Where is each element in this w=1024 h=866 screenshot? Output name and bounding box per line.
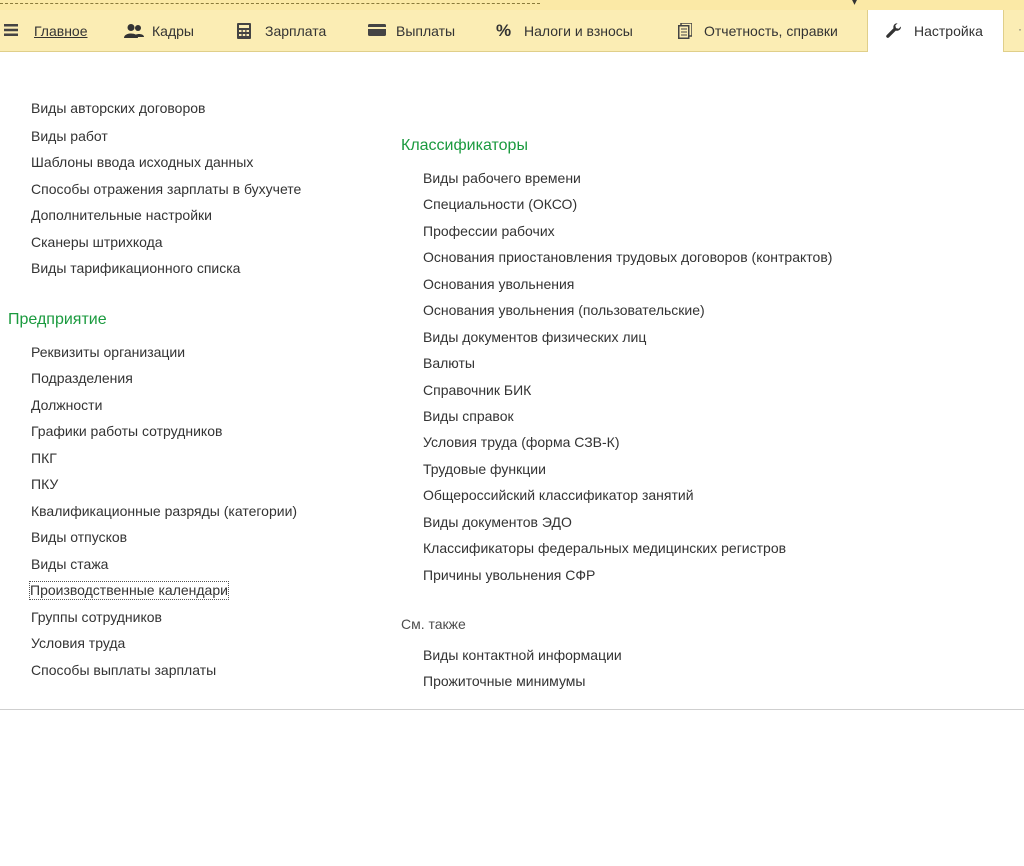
link-pkg[interactable]: ПКГ: [31, 450, 57, 466]
section-title-enterprise: Предприятие: [8, 311, 107, 328]
link-bik-directory[interactable]: Справочник БИК: [423, 382, 532, 398]
menu-icon: [4, 23, 18, 39]
link-pku[interactable]: ПКУ: [31, 476, 59, 492]
link-qualification-grades[interactable]: Квалификационные разряды (категории): [31, 503, 298, 519]
nav-item-payments[interactable]: [368, 10, 455, 51]
section-navbar: [0, 10, 1024, 52]
link-specialties-okso[interactable]: Специальности (ОКСО): [423, 196, 578, 212]
nav-item-label: Отчетность, справки: [704, 22, 838, 39]
link-vacation-types[interactable]: Виды отпусков: [31, 529, 128, 545]
wallet-icon: [368, 23, 386, 39]
nav-item-label: Кадры: [152, 22, 194, 39]
percent-icon: %: [496, 20, 512, 40]
link-departments[interactable]: Подразделения: [31, 370, 133, 386]
nav-item-label: Настройка: [914, 23, 983, 39]
link-tariff-list-types[interactable]: Виды тарификационного списка: [31, 260, 241, 276]
nav-item-settings[interactable]: [867, 10, 1004, 52]
link-contact-info-types[interactable]: Виды контактной информации: [423, 647, 622, 663]
link-input-templates[interactable]: Шаблоны ввода исходных данных: [31, 154, 254, 170]
link-positions[interactable]: Должности: [31, 397, 103, 413]
link-working-conditions[interactable]: Условия труда: [31, 635, 126, 651]
wrench-icon: [886, 23, 904, 39]
documents-icon: [678, 23, 694, 39]
link-certificate-types[interactable]: Виды справок: [423, 408, 514, 424]
link-production-calendars[interactable]: Производственные календари: [30, 582, 228, 598]
nav-more-icon[interactable]: ·: [1018, 22, 1022, 36]
link-labor-functions[interactable]: Трудовые функции: [423, 461, 546, 477]
content-bottom-divider: [0, 709, 1024, 710]
chevron-down-icon[interactable]: ▾: [852, 0, 858, 8]
link-additional-settings[interactable]: Дополнительные настройки: [31, 207, 212, 223]
nav-item-staff[interactable]: [124, 10, 194, 51]
link-person-document-types[interactable]: Виды документов физических лиц: [423, 329, 647, 345]
settings-content: [0, 52, 1024, 709]
top-tab-strip: [0, 0, 1024, 10]
link-seniority-types[interactable]: Виды стажа: [31, 556, 109, 572]
link-subsistence-minimums[interactable]: Прожиточные минимумы: [423, 673, 586, 689]
nav-item-main[interactable]: [4, 10, 88, 51]
link-medical-registers[interactable]: Классификаторы федеральных медицинских регистров: [423, 540, 787, 556]
nav-item-label: Главное: [34, 22, 88, 39]
see-also-title: См. также: [401, 616, 466, 632]
nav-item-taxes[interactable]: [496, 10, 633, 51]
link-salary-payment-methods[interactable]: Способы выплаты зарплаты: [31, 662, 217, 678]
section-title-classifiers: Классификаторы: [401, 137, 528, 154]
link-accounting-methods[interactable]: Способы отражения зарплаты в бухучете: [31, 181, 302, 197]
link-edo-document-types[interactable]: Виды документов ЭДО: [423, 514, 572, 530]
people-icon: [124, 23, 142, 39]
nav-item-label: Зарплата: [265, 22, 327, 39]
link-suspension-grounds[interactable]: Основания приостановления трудовых договоров (контрактов): [423, 249, 833, 265]
link-worker-professions[interactable]: Профессии рабочих: [423, 223, 555, 239]
link-working-conditions-szv-k[interactable]: Условия труда (форма СЗВ-К): [423, 434, 620, 450]
link-dismissal-grounds[interactable]: Основания увольнения: [423, 276, 575, 292]
link-working-time-types[interactable]: Виды рабочего времени: [423, 170, 581, 186]
calculator-icon: [237, 23, 255, 39]
link-employee-groups[interactable]: Группы сотрудников: [31, 609, 162, 625]
nav-item-label: Налоги и взносы: [524, 22, 633, 39]
link-occupation-classifier[interactable]: Общероссийский классификатор занятий: [423, 487, 694, 503]
nav-item-label: Выплаты: [396, 22, 456, 39]
nav-item-salary[interactable]: [237, 10, 326, 51]
link-currencies[interactable]: Валюты: [423, 355, 475, 371]
link-sfr-dismissal-reasons[interactable]: Причины увольнения СФР: [423, 567, 596, 583]
link-work-schedules[interactable]: Графики работы сотрудников: [31, 423, 223, 439]
link-work-types[interactable]: Виды работ: [31, 128, 108, 144]
link-barcode-scanners[interactable]: Сканеры штрихкода: [31, 234, 163, 250]
link-dismissal-grounds-custom[interactable]: Основания увольнения (пользовательские): [423, 302, 705, 318]
nav-item-reports[interactable]: [678, 10, 838, 51]
link-organization-details[interactable]: Реквизиты организации: [31, 344, 186, 360]
top-strip-dashes: [0, 3, 540, 5]
link-author-contract-types[interactable]: Виды авторских договоров: [31, 100, 206, 116]
